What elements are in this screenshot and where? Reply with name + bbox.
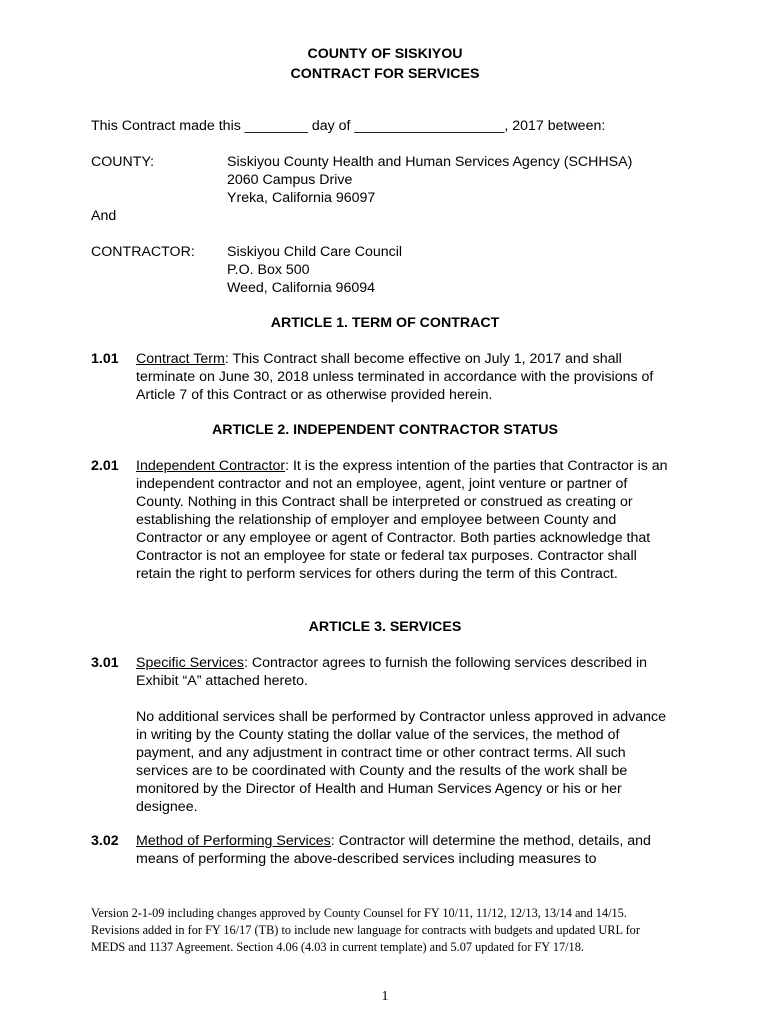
page-number: 1 [381,989,389,1004]
contractor-city: Weed, California 96094 [227,280,376,296]
section-3-01-body [136,654,676,690]
section-2-01-number: 2.01 [91,458,119,474]
contractor-address [227,243,402,297]
article-1-heading: ARTICLE 1. TERM OF CONTRACT [270,315,500,331]
county-label: COUNTY: [91,154,155,170]
section-3-01-number: 3.01 [91,655,119,671]
section-3-02-text: : Contractor will determine the method, details, and means of performing the above-described services including measures to [136,833,651,867]
section-3-02-number: 3.02 [91,833,119,849]
document-title-line1: COUNTY OF SISKIYOU [307,46,463,62]
section-2-01-text: : It is the express intention of the parties that Contractor is an independent contractor and not an employee, agent, joint venture or partner of County. Nothing in this Contract shall be interpreted or construed as creating or establishing the relationship of employer and employee between County and Contractor or any employee or agent of Contractor. Both parties acknowledge that Contractor is not an employee for state or federal tax purposes. Contractor shall retain the right to perform services for others during the term of this Contract. [136,458,668,582]
section-1-01-title: Contract Term [136,351,225,367]
contractor-name: Siskiyou Child Care Council [227,244,403,260]
contractor-label: CONTRACTOR: [91,244,195,260]
county-street: 2060 Campus Drive [227,172,353,188]
section-3-01-para2: No additional services shall be performed by Contractor unless approved in advance in writing by the County stating the dollar value of the services, the method of payment, and any adjustment in contract time or other contract terms. All such services are to be coordinated with County and the results of the work shall be monitored by the Director of Health and Human Services Agency or his or her designee. [136,709,666,815]
section-3-01-text: : Contractor agrees to furnish the following services described in Exhibit “A” attached hereto. [136,655,647,689]
county-city: Yreka, California 96097 [227,190,376,206]
and-word: And [91,208,117,224]
section-1-01-text: : This Contract shall become effective on July 1, 2017 and shall terminate on June 30, 2018 unless terminated in accordance with the provisions of Article 7 of this Contract or as otherwise provided herein. [136,351,654,403]
document-title-line2: CONTRACT FOR SERVICES [290,66,480,82]
contractor-street: P.O. Box 500 [227,262,310,278]
county-address [227,153,632,207]
section-1-01-number: 1.01 [91,351,119,367]
article-3-heading: ARTICLE 3. SERVICES [308,619,462,635]
section-2-01-title: Independent Contractor [136,458,286,474]
section-3-01-para1 [136,654,676,690]
section-3-01-title: Specific Services [136,655,245,671]
intro-line: This Contract made this ________ day of ___________________, 2017 between: [91,118,606,134]
section-2-01-body [136,457,676,583]
section-3-02-title: Method of Performing Services [136,833,331,849]
footer-version-note: Version 2-1-09 including changes approved by County Counsel for FY 10/11, 11/12, 12/13, 13/14 and 14/15. Revisions added in for FY 16/17 (TB) to include new language for contracts with budgets and updated URL for MEDS and 1137 Agreement. Section 4.06 (4.03 in current template) and 5.07 updated for FY 17/18. [91,906,640,954]
section-3-02-body [136,832,676,868]
section-1-01-body [136,350,676,404]
county-name: Siskiyou County Health and Human Services Agency (SCHHSA) [227,154,633,170]
article-2-heading: ARTICLE 2. INDEPENDENT CONTRACTOR STATUS [211,422,559,438]
